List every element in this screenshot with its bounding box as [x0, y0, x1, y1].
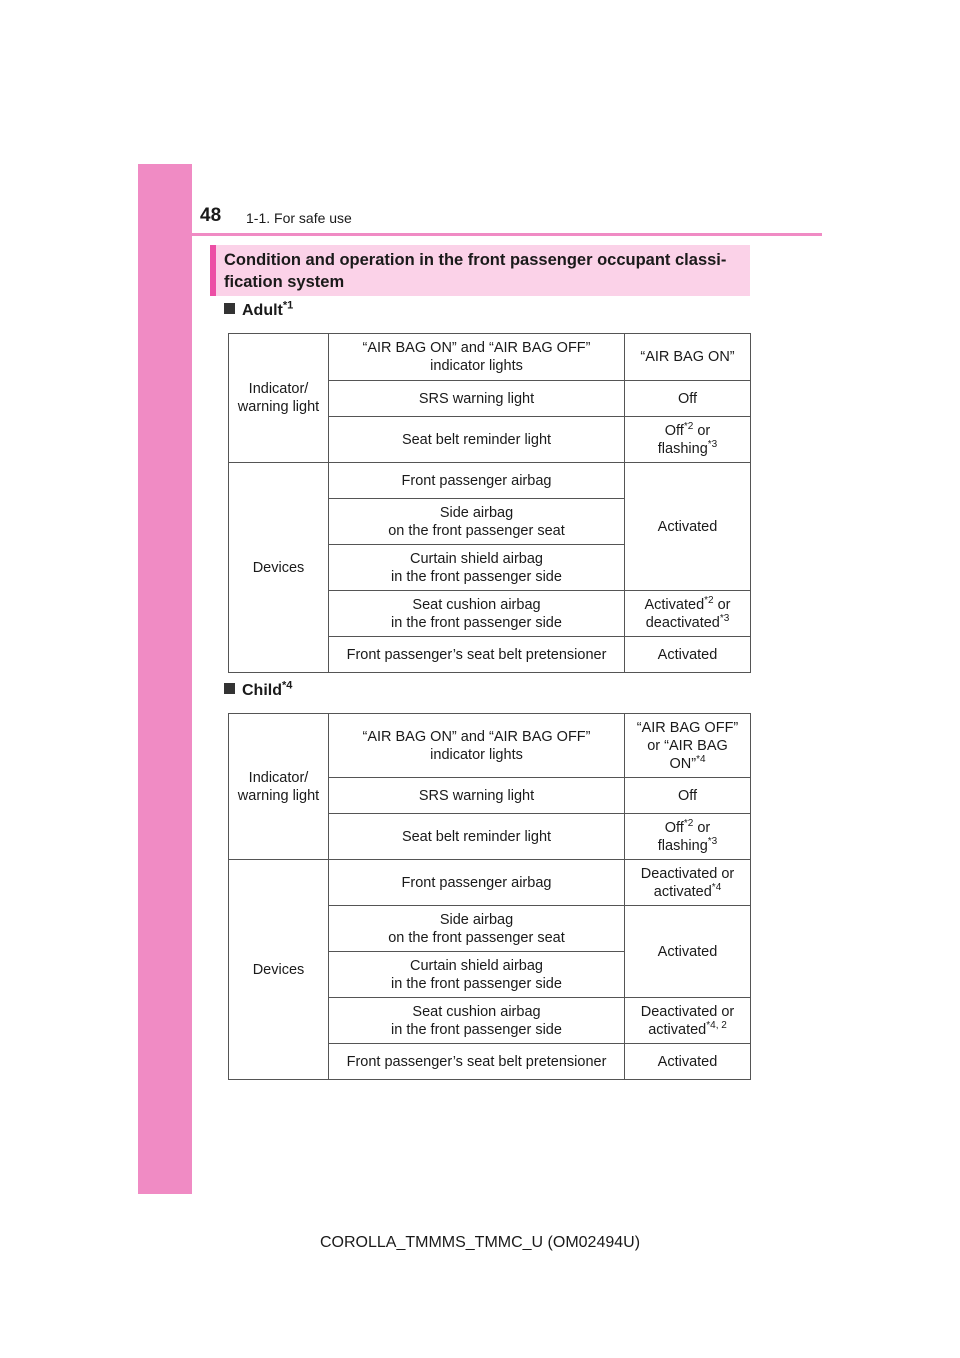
table-row: [229, 463, 751, 499]
row-value: “AIR BAG ON”: [625, 334, 751, 381]
row-value: “AIR BAG OFF” or “AIR BAG ON”$^{*4}$: [625, 714, 751, 778]
row-label: Front passenger’s seat belt pretensioner: [329, 637, 625, 673]
row-label: Curtain shield airbag in the front passenger side: [329, 952, 625, 998]
adult-table: [228, 333, 751, 673]
row-value: Activated: [625, 637, 751, 673]
square-bullet-icon: [224, 683, 235, 694]
row-value: Off$^{*2}$ or flashing$^{*3}$: [625, 814, 751, 860]
row-label: Seat belt reminder light: [329, 814, 625, 860]
adult-heading: Adult$^{*1}$: [224, 302, 293, 320]
row-value: Deactivated or activated$^{*4}$: [625, 860, 751, 906]
row-value: Activated$^{*2}$ or deactivated$^{*3}$: [625, 591, 751, 637]
indicator-label: Indicator/ warning light: [229, 714, 329, 860]
square-bullet-icon: [224, 303, 235, 314]
row-label: SRS warning light: [329, 778, 625, 814]
condition-heading-box: [210, 245, 750, 296]
table-row: [229, 860, 751, 906]
child-heading: Child$^{*4}$: [224, 682, 292, 700]
table-row: [229, 334, 751, 381]
devices-label: Devices: [229, 860, 329, 1080]
row-value: Off: [625, 381, 751, 417]
page-number: 48: [200, 205, 222, 226]
row-label: SRS warning light: [329, 381, 625, 417]
row-value: Activated: [625, 1044, 751, 1080]
row-label: “AIR BAG ON” and “AIR BAG OFF” indicator lights: [329, 334, 625, 381]
row-label: Seat cushion airbag in the front passenger side: [329, 591, 625, 637]
child-table: [228, 713, 751, 1080]
table-row: [229, 714, 751, 778]
section-title: 1-1. For safe use: [246, 210, 352, 226]
row-value: Activated: [625, 906, 751, 998]
indicator-label: Indicator/ warning light: [229, 334, 329, 463]
row-label: Front passenger’s seat belt pretensioner: [329, 1044, 625, 1080]
row-label: Curtain shield airbag in the front passenger side: [329, 545, 625, 591]
row-label: Side airbag on the front passenger seat: [329, 906, 625, 952]
row-value: Deactivated or activated$^{*4, 2}$: [625, 998, 751, 1044]
row-label: Seat cushion airbag in the front passenger side: [329, 998, 625, 1044]
condition-heading: Condition and operation in the front passenger occupant classi-fication system: [224, 251, 727, 291]
row-label: Front passenger airbag: [329, 463, 625, 499]
row-label: “AIR BAG ON” and “AIR BAG OFF” indicator lights: [329, 714, 625, 778]
document-footer: COROLLA_TMMMS_TMMC_U (OM02494U): [319, 1234, 641, 1251]
row-value: Activated: [625, 463, 751, 591]
chapter-sidebar-tab: [138, 164, 192, 1194]
row-value: Off$^{*2}$ or flashing$^{*3}$: [625, 417, 751, 463]
row-label: Front passenger airbag: [329, 860, 625, 906]
devices-label: Devices: [229, 463, 329, 673]
row-label: Seat belt reminder light: [329, 417, 625, 463]
row-value: Off: [625, 778, 751, 814]
row-label: Side airbag on the front passenger seat: [329, 499, 625, 545]
header-divider: [138, 233, 822, 236]
